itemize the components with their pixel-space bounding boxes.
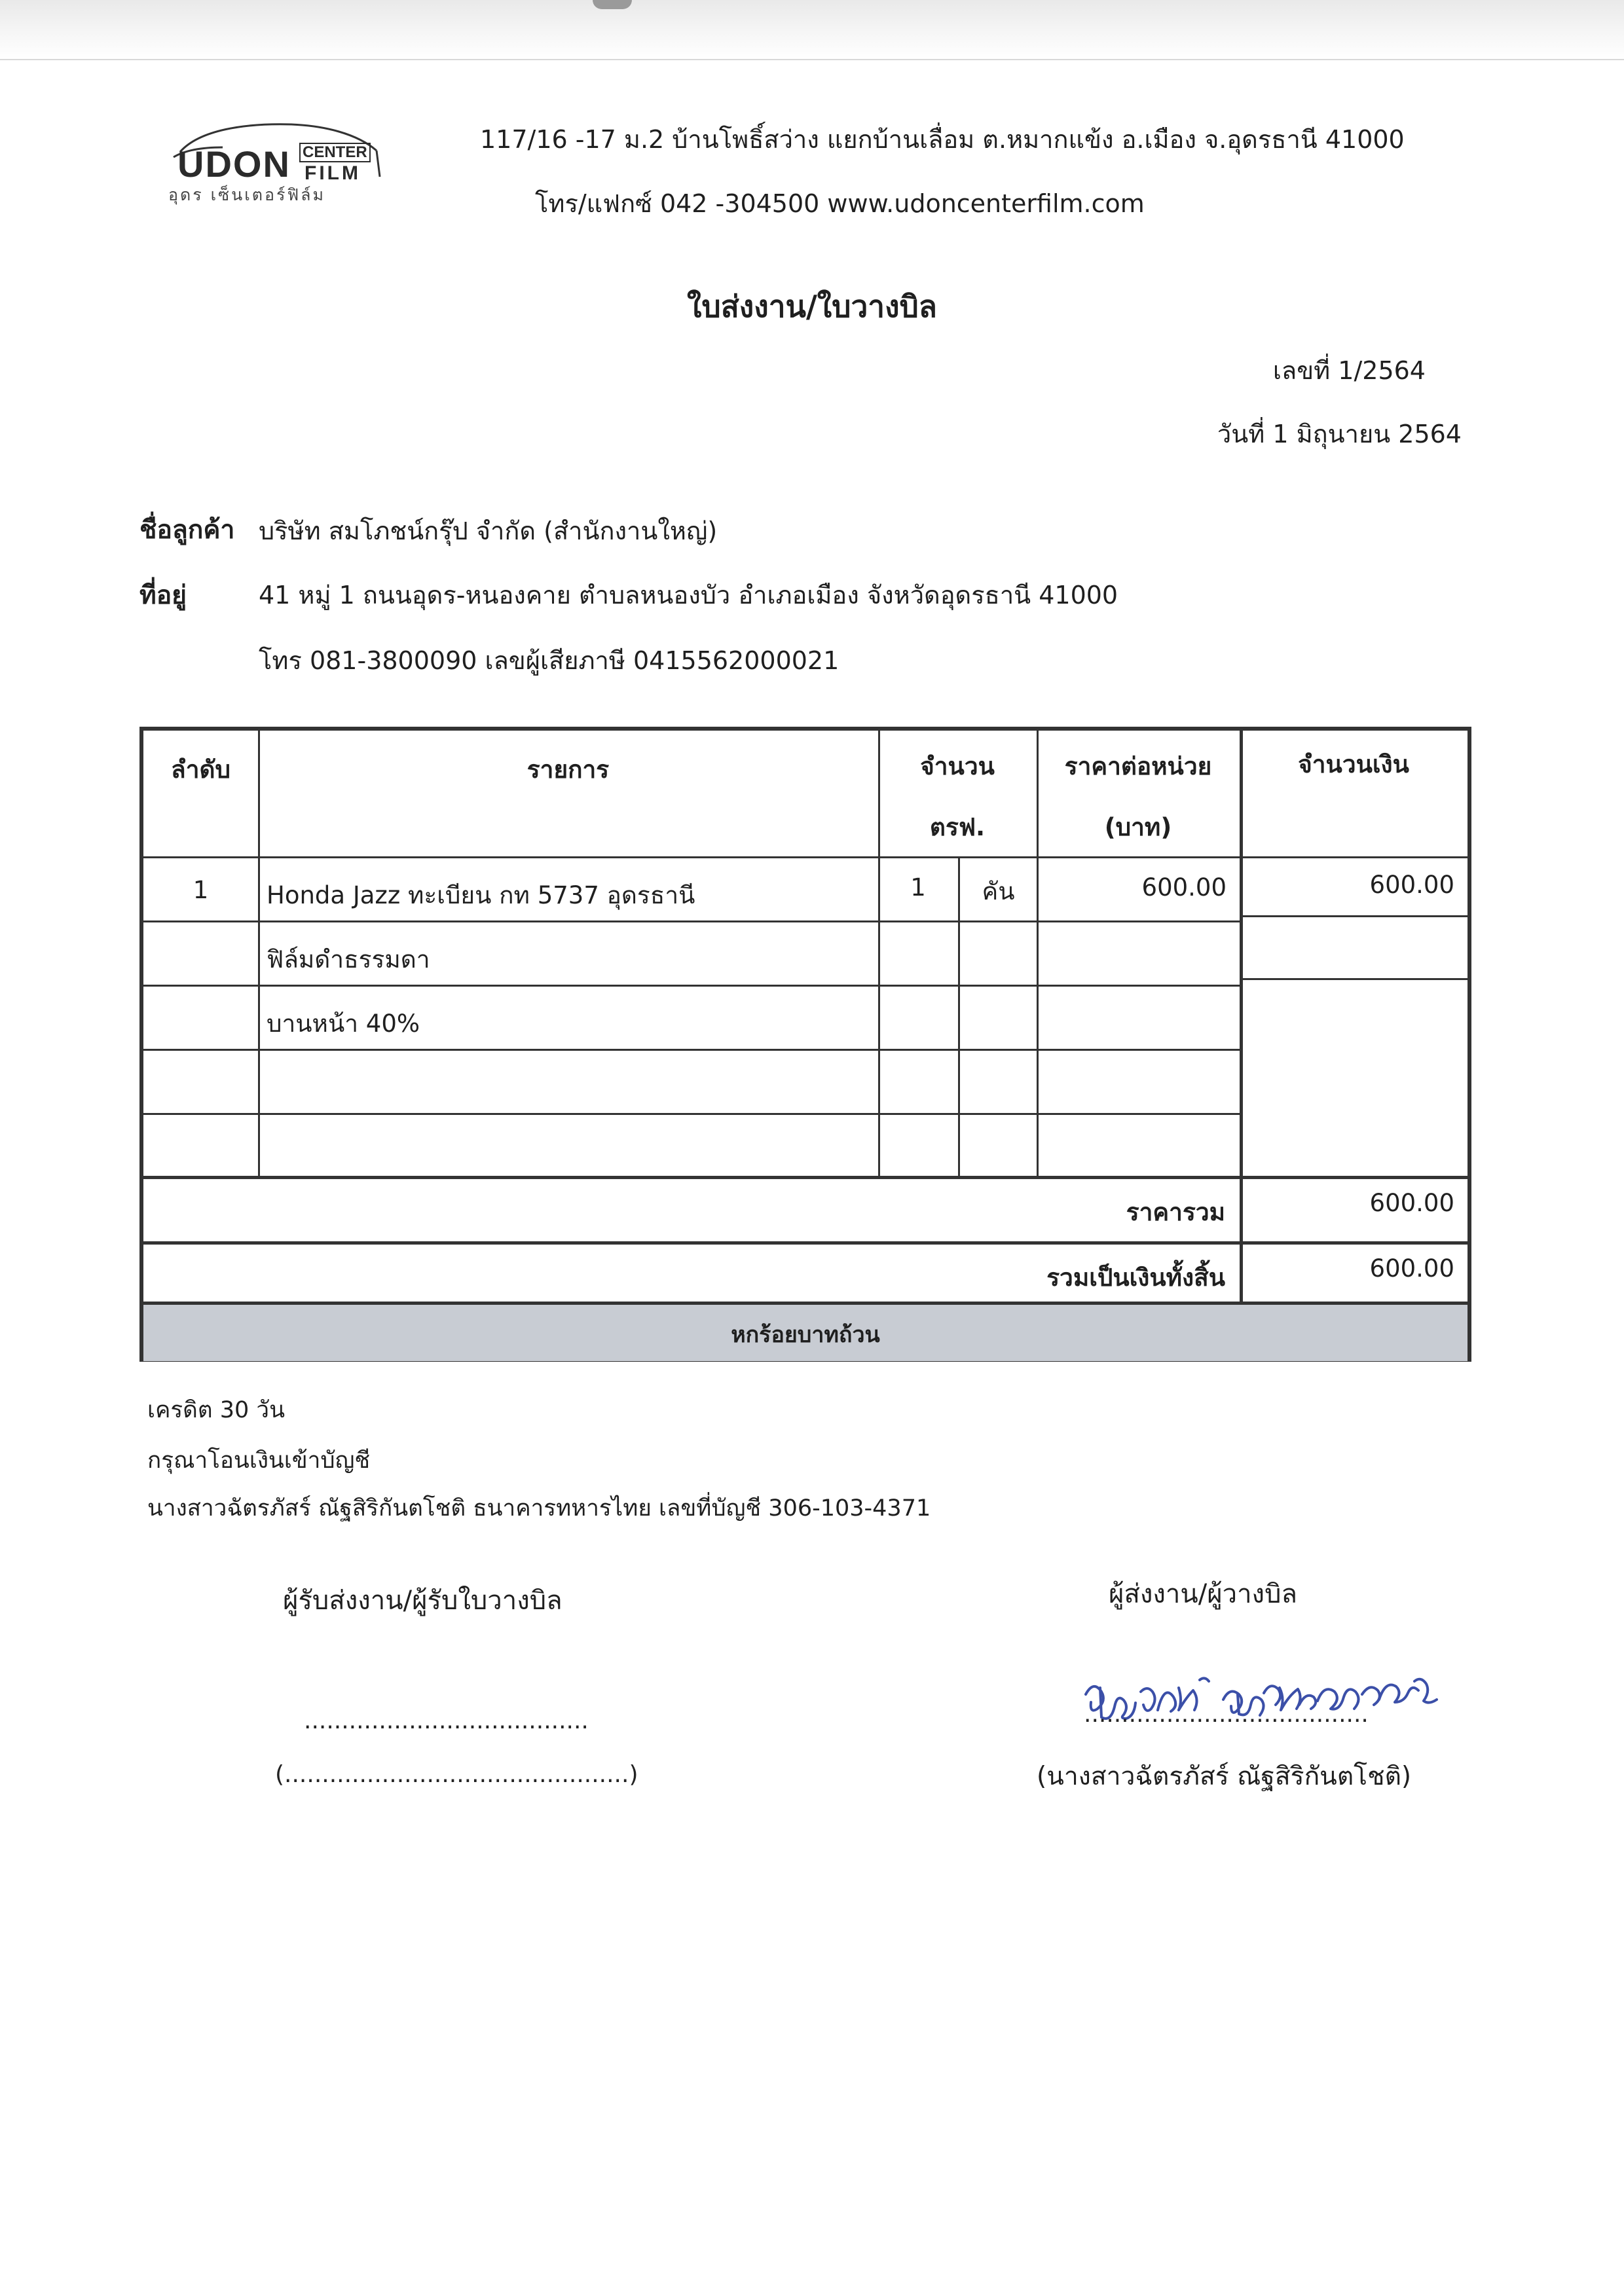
row-1-qty: 1 xyxy=(910,873,926,902)
row-1-no: 1 xyxy=(193,876,209,904)
customer-name: บริษัท สมโภชน์กรุ๊ป จำกัด (สำนักงานใหญ่) xyxy=(259,517,718,545)
row-1-unit: คัน xyxy=(982,877,1015,905)
row-1-price: 600.00 xyxy=(1141,873,1227,902)
logo-thai-text: อุดร เซ็นเตอร์ฟิล์ม xyxy=(168,185,325,204)
sender-signature-line: ...................................... xyxy=(1084,1701,1369,1728)
customer-address: 41 หมู่ 1 ถนนอุดร-หนองคาย ตำบลหนองบัว อำเภอเมือง จังหวัดอุดรธานี 41000 xyxy=(259,581,1118,610)
row-divider xyxy=(143,1113,1240,1115)
document-number: เลขที่ 1/2564 xyxy=(1272,356,1426,385)
customer-contact: โทร 081-3800090 เลขผู้เสียภาษี 0415562000021 xyxy=(259,646,840,675)
logo-film-text: FILM xyxy=(304,162,361,184)
row-1-item: Honda Jazz ทะเบียน กท 5737 อุดรธานี xyxy=(267,881,695,909)
row-1-amount: 600.00 xyxy=(1369,871,1454,899)
amount-in-words: หกร้อยบาทถ้วน xyxy=(731,1322,880,1348)
logo-brand-text: UDON xyxy=(177,143,291,185)
subtotal-value: 600.00 xyxy=(1369,1189,1454,1217)
document-title: ใบส่งงาน/ใบวางบิล xyxy=(687,289,937,324)
header-item: รายการ xyxy=(526,756,610,784)
document-date: วันที่ 1 มิถุนายน 2564 xyxy=(1217,420,1462,448)
row-divider xyxy=(1240,915,1467,917)
total-label: รวมเป็นเงินทั้งสิ้น xyxy=(1046,1264,1225,1292)
customer-address-label: ที่อยู่ xyxy=(139,581,187,610)
header-no: ลำดับ xyxy=(171,756,231,784)
row-3-item: บานหน้า 40% xyxy=(267,1010,420,1038)
total-value: 600.00 xyxy=(1369,1254,1454,1283)
row-divider xyxy=(143,1049,1240,1051)
col-divider xyxy=(1037,731,1039,1176)
receiver-label: ผู้รับส่งงาน/ผู้รับใบวางบิล xyxy=(283,1586,563,1616)
header-price-line1: ราคาต่อหน่วย xyxy=(1064,752,1212,780)
col-divider xyxy=(878,731,880,1176)
subtotal-divider xyxy=(143,1241,1467,1245)
company-logo xyxy=(160,111,386,210)
scan-mark xyxy=(593,0,632,9)
header-price-line2: (บาท) xyxy=(1104,813,1172,841)
row-divider xyxy=(1240,978,1467,980)
header-qty-line1: จำนวน xyxy=(920,752,995,780)
sender-name: (นางสาวฉัตรภัสร์ ณัฐสิริกันตโชติ) xyxy=(1037,1762,1412,1791)
row-2-item: ฟิล์มดำธรรมดา xyxy=(267,945,430,974)
items-table xyxy=(139,727,1471,1362)
logo-center-text: CENTER xyxy=(299,143,371,162)
customer-name-label: ชื่อลูกค้า xyxy=(139,515,235,545)
header-amount: จำนวนเงิน xyxy=(1298,750,1409,778)
row-divider xyxy=(143,985,1240,987)
sender-label: ผู้ส่งงาน/ผู้วางบิล xyxy=(1109,1579,1297,1609)
col-divider xyxy=(258,731,260,1176)
header-divider xyxy=(143,856,1467,858)
scan-top-edge xyxy=(0,0,1624,60)
bank-account: นางสาวฉัตรภัสร์ ณัฐสิริกันตโชติ ธนาคารทหารไทย เลขที่บัญชี 306-103-4371 xyxy=(147,1495,931,1522)
header-qty-line2: ตรฟ. xyxy=(929,813,986,841)
subtotal-label: ราคารวม xyxy=(1126,1198,1225,1226)
row-divider xyxy=(143,920,1240,922)
company-phone-web: โทร/แฟกซ์ 042 -304500 www.udoncenterfilm.com xyxy=(535,189,1145,218)
credit-terms: เครดิต 30 วัน xyxy=(147,1397,285,1423)
transfer-note: กรุณาโอนเงินเข้าบัญชี xyxy=(147,1448,371,1474)
items-end-divider xyxy=(143,1176,1467,1179)
receiver-signature-line: ...................................... xyxy=(304,1707,589,1734)
amount-in-words-band xyxy=(143,1302,1467,1361)
company-address: 117/16 -17 ม.2 บ้านโพธิ์สว่าง แยกบ้านเลื่อม ต.หมากแข้ง อ.เมือง จ.อุดรธานี 41000 xyxy=(480,125,1405,154)
receiver-name-line: (..............................................) xyxy=(275,1761,638,1788)
